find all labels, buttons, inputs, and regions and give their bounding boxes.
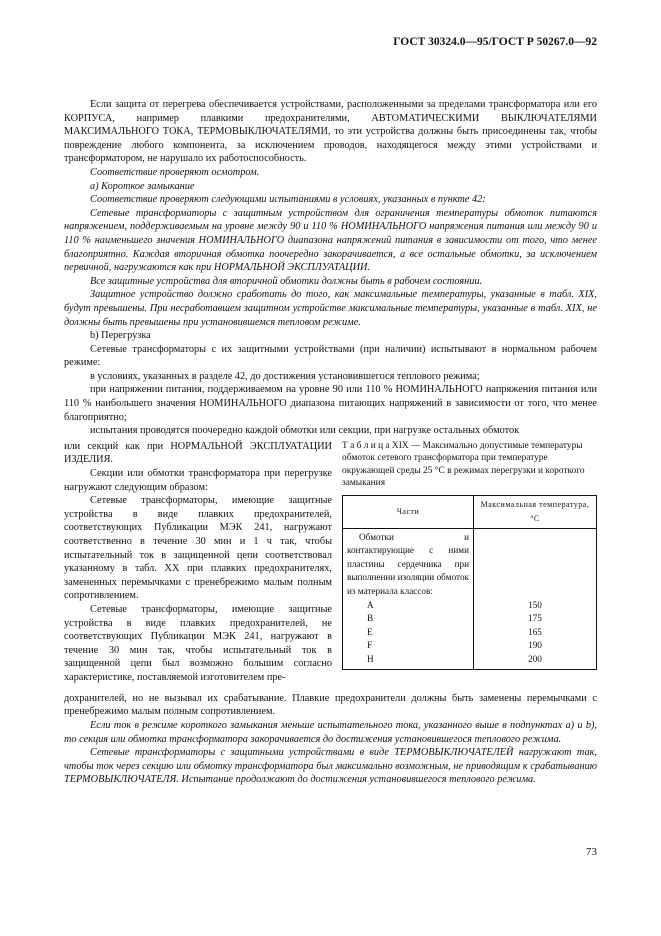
max-temperature-value: 200	[528, 654, 542, 665]
paragraph: Секции или обмотки трансформатора при перегрузке нагружают следующим образом:	[64, 468, 332, 493]
top-paragraphs	[64, 98, 597, 438]
paragraph: в условиях, указанных в разделе 42, до достижения установившегося теплового режима;	[90, 370, 480, 382]
insulation-class: F	[367, 640, 373, 651]
two-column-section	[64, 440, 597, 692]
table-header-parts: Части	[343, 496, 474, 528]
left-column	[64, 440, 332, 685]
paragraph: b) Перегрузка	[90, 330, 151, 342]
table-caption: Т а б л и ц а XIX — Максимально допустимые температуры обмоток сетевого трансформатора при температуре окружающей среды 25 °С в режимах перегрузки и короткого замыкания	[342, 440, 585, 489]
value-list	[478, 599, 592, 667]
max-temperature-value: 175	[528, 613, 542, 624]
paragraph: при напряжении питания, поддерживаемом на уровне 90 или 110 % НОМИНАЛЬНОГО напряжения питания или 110 % наибольшего значения НОМИНАЛЬНОГО диапазона питающих напряжений в зависимости от того, что менее благоприятно;	[64, 384, 597, 423]
insulation-class: А	[367, 599, 374, 610]
paragraph: испытания проводятся поочередно каждой обмотки или секции, при нагрузке остальных обмоток	[90, 425, 520, 437]
paragraph: Если ток в режиме короткого замыкания меньше испытательного тока, указанного выше в подпунктах а) и b), то секция или обмотка трансформатора закорачивается до достижения установившегося теплового режима.	[64, 720, 597, 745]
paragraph: Соответствие проверяют следующими испытаниями в условиях, указанных в пункте 42:	[90, 194, 486, 206]
table-values-cell	[474, 528, 597, 669]
insulation-class: Н	[367, 654, 374, 664]
page-header: ГОСТ 30324.0—95/ГОСТ Р 50267.0—92	[393, 36, 597, 48]
max-temperature-value: 165	[528, 626, 542, 637]
paragraph: Сетевые трансформаторы с защитными устройствами в виде ТЕРМОВЫКЛЮЧАТЕЛЕЙ нагружают так, чтобы ток через секцию или обмотку трансформатора был максимально возможным, не приводящим к срабатыванию ТЕРМОВЫКЛЮЧАТЕЛЯ. Испытание продолжают до достижения установившегося теплового режима.	[64, 747, 597, 786]
table-header-temperature: Максимальная температура, °С	[474, 496, 597, 528]
paragraph: Сетевые трансформаторы с защитным устройством для ограничения температуры обмоток питаются напряжением, поддерживаемым на уровне между 90 и 110 % НОМИНАЛЬНОГО напряжения питания или между 90 и 110 % наименьшего значения НОМИНАЛЬНОГО диапазона напряжений питания в зависимости от того, что менее благоприятно. Каждая вторичная обмотка поочередно закорачивается, а все остальные обмотки, за исключением первичной, нагружаются как при НОРМАЛЬНОЙ ЭКСПЛУАТАЦИИ.	[64, 207, 597, 274]
paragraph: дохранителей, но не вызывал их срабатывание. Плавкие предохранители должны быть заменены перемычками с пренебрежимо малым полным сопротивлением.	[64, 692, 597, 718]
table-parts-cell	[343, 528, 474, 669]
class-list	[347, 599, 469, 667]
paragraph: Сетевые трансформаторы, имеющие защитные устройства в виде плавких предохранителей, соответствующих Публикации МЭК 241, нагружают соответственно в течение 30 мин и 1 ч так, чтобы испытательный ток в защищенной цепи соответствовал указанному в табл. XX при плавких предохранителях, замененных перемычками с пренебрежимо малым полным сопротивлением.	[64, 495, 332, 602]
bottom-paragraphs	[64, 692, 597, 787]
max-temperature-value: 190	[528, 640, 542, 651]
paragraph: Сетевые трансформаторы, имеющие защитные устройства в виде плавких предохранителей, не соответствующих Публикации МЭК 241, нагружают в течение 30 мин так, чтобы испытательный ток в защищенной цепи был возможно большим согласно характеристике, поставляемой изготовителем пре-	[64, 603, 332, 683]
paragraph: Защитное устройство должно сработать до того, как максимальные температуры, указанные в табл. XIX, будут превышены. При несработавшем защитном устройстве максимальные температуры, указанные в табл. XIX, не должны быть превышены при установившемся тепловом режиме.	[64, 289, 597, 328]
table-row-label: Обмотки и контактирующие с ними пластины сердечника при выполнении изоляции обмоток из материала классов:	[347, 531, 469, 597]
paragraph: а) Короткое замыкание	[90, 180, 195, 192]
paragraph: Сетевые трансформаторы с их защитными устройствами (при наличии) испытывают в нормальном рабочем режиме:	[64, 343, 597, 369]
document-body	[64, 98, 597, 787]
insulation-class: Е	[367, 626, 373, 637]
paragraph: Все защитные устройства для вторичной обмотки должны быть в рабочем состоянии.	[90, 275, 483, 287]
paragraph: Соответствие проверяют осмотром.	[90, 166, 260, 178]
page-number: 73	[586, 846, 597, 858]
insulation-class: В	[367, 613, 374, 624]
paragraph: или секций как при НОРМАЛЬНОЙ ЭКСПЛУАТАЦИИ ИЗДЕЛИЯ.	[64, 440, 332, 466]
table-block	[342, 440, 597, 670]
paragraph: Если защита от перегрева обеспечивается устройствами, расположенными за пределами трансформатора или его КОРПУСА, например плавкими предохранителями, АВТОМАТИЧЕСКИМИ ВЫКЛЮЧАТЕЛЯМИ МАКСИМАЛЬНОГО ТОКА, ТЕРМОВЫКЛЮЧАТЕЛЯМИ, то эти устройства должны быть присоединены так, чтобы повреждение любого компонента, за исключением проводов, находящегося между этими устройствами и трансформатором, не нарушало их работоспособность.	[64, 99, 597, 165]
temperature-table	[342, 495, 597, 669]
max-temperature-value: 150	[528, 599, 542, 610]
